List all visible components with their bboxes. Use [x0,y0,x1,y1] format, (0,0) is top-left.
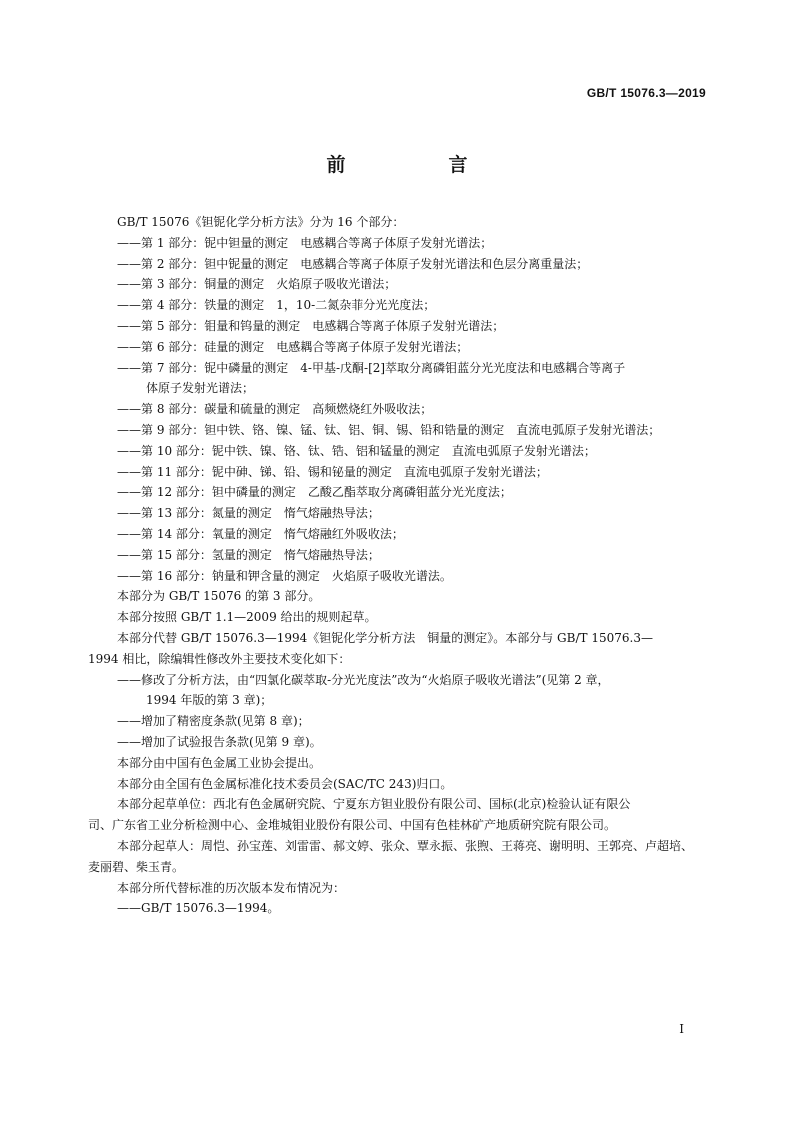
list-item-continuation: 体原子发射光谱法； [146,381,255,396]
list-item: ——第 7 部分：铌中磷量的测定 4-甲基-戊酮-[2]萃取分离磷钼蓝分光光度法和电感耦合等离子 [117,360,626,375]
list-item: ——第 5 部分：钼量和钨量的测定 电感耦合等离子体原子发射光谱法； [117,318,505,333]
paragraph: 本部分由全国有色金属标准化技术委员会(SAC/TC 243)归口。 [117,776,453,791]
page-title: 前 言 [326,154,510,176]
paragraph: 本部分起草单位：西北有色金属研究院、宁夏东方钽业股份有限公司、国标(北京)检验认证有限公 [117,797,631,812]
list-item: ——第 8 部分：碳量和硫量的测定 高频燃烧红外吸收法； [117,402,433,417]
list-item: ——第 15 部分：氢量的测定 惰气熔融热导法； [117,547,380,562]
list-item: ——第 12 部分：钽中磷量的测定 乙酸乙酯萃取分离磷钼蓝分光光度法； [117,485,512,500]
paragraph-continuation: 麦丽碧、柴玉青。 [88,859,185,874]
list-item: ——第 14 部分：氧量的测定 惰气熔融红外吸收法； [117,526,404,541]
paragraph: 本部分由中国有色金属工业协会提出。 [117,755,322,770]
list-item: ——GB/T 15076.3—1994。 [117,901,280,916]
list-item: ——第 1 部分：铌中钽量的测定 电感耦合等离子体原子发射光谱法； [117,235,493,250]
paragraph: 本部分代替 GB/T 15076.3—1994《钽铌化学分析方法 铜量的测定》。本部分与 GB/T 15076.3— [117,630,653,645]
list-item: ——增加了精密度条款(见第 8 章)； [117,714,310,729]
list-item: ——第 2 部分：钽中铌量的测定 电感耦合等离子体原子发射光谱法和色层分离重量法； [117,256,589,271]
list-item: ——第 4 部分：铁量的测定 1，10-二氮杂菲分光光度法； [117,298,436,313]
list-item-continuation: 1994 年版的第 3 章)； [146,693,273,708]
paragraph-continuation: 1994 相比，除编辑性修改外主要技术变化如下： [88,651,351,666]
paragraph: 本部分按照 GB/T 1.1—2009 给出的规则起草。 [117,610,377,625]
list-item: ——第 11 部分：铌中砷、锑、铅、锡和铋量的测定 直流电弧原子发射光谱法； [117,464,548,479]
list-item: ——增加了试验报告条款(见第 9 章)。 [117,734,322,749]
foreword-body [88,212,707,919]
standard-code: GB/T 15076.3—2019 [586,86,706,100]
paragraph: 本部分所代替标准的历次版本发布情况为： [117,880,346,895]
list-item: ——第 9 部分：钽中铁、铬、镍、锰、钛、铝、铜、锡、铅和锆量的测定 直流电弧原子发射光谱法； [117,422,661,437]
intro-line: GB/T 15076《钽铌化学分析方法》分为 16 个部分： [117,215,405,229]
list-item: ——第 13 部分：氮量的测定 惰气熔融热导法； [117,506,380,521]
paragraph: 本部分为 GB/T 15076 的第 3 部分。 [117,589,321,604]
paragraph: 本部分起草人：周恺、孙宝莲、刘雷雷、郝文婷、张众、覃永振、张煦、王蒋亮、谢明明、王郭亮、卢超培、 [117,838,694,853]
list-item: ——第 6 部分：硅量的测定 电感耦合等离子体原子发射光谱法； [117,339,469,354]
list-item: ——修改了分析方法，由“四氯化碳萃取-分光光度法”改为“火焰原子吸收光谱法”(见第 2 章， [117,672,610,687]
list-item: ——第 10 部分：铌中铁、镍、铬、钛、锆、铝和锰量的测定 直流电弧原子发射光谱法； [117,443,596,458]
list-item: ——第 3 部分：铜量的测定 火焰原子吸收光谱法； [117,277,397,292]
paragraph-continuation: 司、广东省工业分析检测中心、金堆城钼业股份有限公司、中国有色桂林矿产地质研究院有限公司。 [88,818,617,833]
list-item: ——第 16 部分：钠量和钾含量的测定 火焰原子吸收光谱法。 [117,568,452,583]
page-number: I [679,1022,684,1036]
